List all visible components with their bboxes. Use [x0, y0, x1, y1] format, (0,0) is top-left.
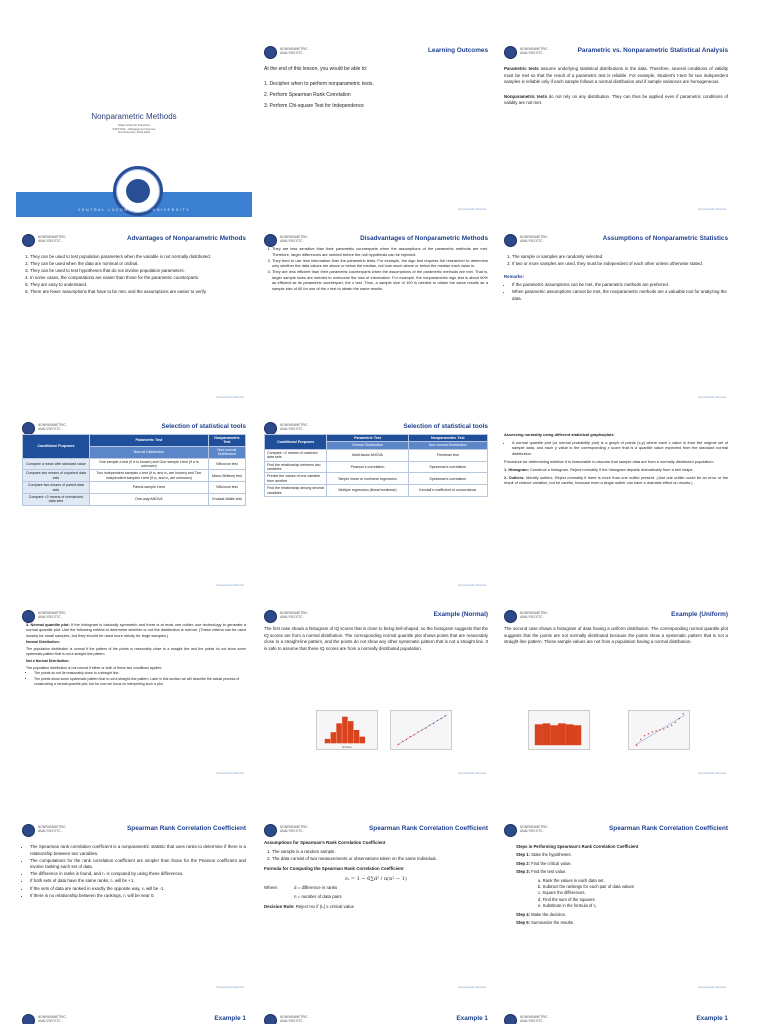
list-item: • If the sets of data are ranked in exactly the opposite way, rₛ will be -1. — [30, 886, 246, 893]
step-item: Step 4: Make the decision. — [516, 911, 567, 917]
list-item: • A normal quantile plot (or normal probability plot) is a graph of points (x,y) where each x value is from the original set of sample data, and each y value is the corresponding z score that is a quantile value expected from the standard normal distribution. — [512, 440, 728, 457]
table-subheader: Normal Distribution — [89, 446, 208, 458]
table-row: Compare two means of unpaired data sets Two independent samples z-test (if σ₁ and σ₂ are known) and Two independent samples t-test (if σ₁ and σ₂ are unknown) Mann-Whitney test — [23, 470, 246, 482]
formula-label: Formula for Computing the Spearman Rank Correlation Coefficient — [264, 866, 404, 872]
quantile-svg — [391, 711, 451, 749]
slide-spearman-steps — [498, 820, 734, 995]
quantile-plot — [628, 710, 690, 750]
slide-title: Spearman Rank Correlation Coefficient — [609, 825, 728, 832]
list-item: • If there is no relationship between the rankings, rₛ will be near 0. — [30, 893, 246, 900]
list-item: 3. They can be used to test hypotheses that do not involve population parameters. — [30, 268, 246, 275]
step-item: Step 1: State the hypotheses. — [516, 852, 572, 858]
sub-step: e. Substitute in the formula of rₛ — [538, 903, 597, 909]
list-item: 1. They are less sensitive than their parametric counterparts when the assumptions of the parametric methods are met. Therefore, larger differences are needed before the null hypothesis can be rejected. — [272, 246, 488, 257]
slide-selection-tools-1 — [16, 418, 252, 593]
decision-rule: Decision Rule: Reject Ho if |rₛ| ≥ critical value — [264, 903, 355, 909]
example-text: The first case shows a histogram of IQ scores that is close to being bell-shaped, so the histogram suggests that the IQ scores are from a normal distribution. The corresponding normal quantile plot shows points that are reasonably close to a straight-line pattern, and the points do not show any other systematic pattern that is not a straight line. It is safe to assume that these IQ scores are from a normally distributed population. — [264, 626, 488, 651]
logo-icon — [504, 46, 517, 59]
slide-title: Example 1 — [214, 1015, 246, 1022]
footer: Nonparametric Methods — [698, 986, 726, 989]
footer: Nonparametric Methods — [458, 584, 486, 587]
list-item: • The computations for the rank correlation coefficient are simpler than those for the Pearson coefficient and involve ranking each set of data. — [30, 858, 246, 871]
slide-title: Disadvantages of Nonparametric Methods — [360, 235, 488, 242]
where-block: Where: d = difference in ranks — [264, 885, 338, 891]
table-header: Nonparametric Test — [408, 435, 487, 442]
university-name: CENTRAL LUZON STATE UNIVERSITY — [77, 208, 191, 212]
slide-title: Spearman Rank Correlation Coefficient — [127, 825, 246, 832]
logo-text: NONPARAMETRIC ANALYSIS ETC. — [38, 825, 66, 833]
slide-title — [16, 42, 252, 217]
steps-heading: Steps in Performing Spearman's Rank Correlation Coefficient — [516, 844, 639, 849]
logo-text: NONPARAMETRIC ANALYSIS ETC. — [280, 1015, 308, 1023]
slide-title: Selection of statistical tools — [403, 423, 488, 430]
logo-text: NONPARAMETRIC ANALYSIS ETC. — [520, 47, 548, 55]
spearman-formula: rₛ = 1 − 6∑d² / n(n² − 1) — [345, 875, 407, 882]
footer: Nonparametric Methods — [216, 396, 244, 399]
slide-normal-quantile — [16, 606, 252, 781]
list-item: 4. In some cases, the computations are easier than those for the parametric counterparts. — [30, 275, 246, 282]
histogram-bar — [354, 730, 360, 743]
table-row: Compare >2 means of matched data sets Multi-factor ANOVA Friedman test — [265, 449, 488, 461]
list-item: • When parametric assumptions cannot be met, the nonparametric methods are a valuable tool for analyzing the data. — [512, 289, 728, 302]
logo-text: NONPARAMETRIC ANALYSIS ETC. — [520, 235, 548, 243]
step-quantile: 3. Normal quantile plot: If the histogram is basically symmetric and there is at most one outlier, use technology to generate a normal quantile plot. Use the following criteria to determine whether or not the distribution is normal. (These criteria can be used loosely for small samples, but they should be used more strictly for large samples.) — [26, 622, 246, 638]
logo-text: NONPARAMETRIC ANALYSIS ETC. — [38, 423, 66, 431]
logo-text: NONPARAMETRIC ANALYSIS ETC. — [520, 825, 548, 833]
table-header: Nonparametric Test — [208, 435, 245, 447]
slide-title: Example 1 — [696, 1015, 728, 1022]
slide-title: Assumptions of Nonparametric Statistics — [602, 235, 728, 242]
footer: Nonparametric Methods — [458, 208, 486, 211]
outcome-2: 2. Perform Spearman Rank Correlation — [264, 92, 351, 98]
list-item: • If the parametric assumptions can be met, the parametric methods are preferred. — [512, 282, 728, 289]
remarks-label: Remarks: — [504, 273, 525, 279]
course: STAT1100 – Management Science — [112, 126, 156, 131]
title-slide-heading: Nonparametric Methods — [91, 112, 177, 121]
histogram-bar — [325, 739, 331, 743]
where-n: n = number of data pairs — [294, 894, 342, 900]
logo-text: NONPARAMETRIC ANALYSIS ETC. — [280, 825, 308, 833]
author: Shiea Grace M. Francisco — [117, 123, 151, 127]
slide-example-1a — [16, 1010, 252, 1024]
section-heading: Assessing normality using different statistical graphs/plots — [504, 432, 614, 437]
slide-title: Example (Normal) — [433, 611, 488, 618]
remarks-list — [504, 282, 728, 302]
para-nonparametric: Nonparametric tests do not rely on any distribution. They can thus be applied even if parametric conditions of validity are not met. — [504, 93, 728, 106]
logo-text: NONPARAMETRIC ANALYSIS ETC. — [520, 611, 548, 619]
slide-example-uniform — [498, 606, 734, 781]
table-header: Parametric Test — [327, 435, 408, 442]
table-row: Compare two means of paired data sets Paired-sample t-test Wilcoxon test — [23, 482, 246, 494]
slide-title: Spearman Rank Correlation Coefficient — [369, 825, 488, 832]
sub-step: d. Find the sum of the squares. — [538, 896, 596, 902]
outcome-3: 3. Perform Chi-square Test for Independence — [264, 103, 364, 109]
logo-text: NONPARAMETRIC ANALYSIS ETC. — [280, 611, 308, 619]
list-item: 6. There are fewer assumptions that have to be met, and the assumptions are easier to verify. — [30, 289, 246, 296]
table-row: Find the relationship between two variables Pearson's correlation Spearman's correlation — [265, 461, 488, 473]
slide-example-1c — [498, 1010, 734, 1024]
table-row: Predict the values of one variable from another Simple linear or nonlinear regression Spearman's correlation — [265, 473, 488, 485]
list-item: 2. They can be used when the data are nominal or ordinal. — [30, 261, 246, 268]
histogram-bar — [360, 737, 366, 744]
footer: Nonparametric Methods — [698, 396, 726, 399]
footer: Nonparametric Methods — [698, 208, 726, 211]
list-item: 2. The data consist of two measurements or observations taken on the same individual. — [272, 856, 488, 863]
quantile-plot — [390, 710, 452, 750]
logo-icon — [504, 610, 517, 623]
slide-learning-outcomes — [258, 42, 494, 217]
histogram-bar — [331, 732, 337, 743]
list-item: 1. They can be used to test population parameters when the variable is not normally distributed. — [30, 254, 246, 261]
assumptions-list — [504, 254, 728, 268]
term: 2nd Semester, 2021-2022 — [117, 130, 151, 135]
histogram-svg — [317, 711, 377, 749]
slide-advantages — [16, 230, 252, 405]
uniform-quantile-svg — [629, 711, 689, 749]
slide-example-normal — [258, 606, 494, 781]
slide-title: Selection of statistical tools — [161, 423, 246, 430]
list-item: • If both sets of data have the same ranks, rₛ will be +1. — [30, 878, 246, 885]
slide-spearman-formula — [258, 820, 494, 995]
normal-label: Normal Distribution: — [26, 640, 60, 645]
sub-step: c. Square the differences. — [538, 890, 586, 896]
logo-text: NONPARAMETRIC ANALYSIS ETC. — [280, 235, 308, 243]
logo-text: NONPARAMETRIC ANALYSIS ETC. — [38, 611, 66, 619]
table-header: Conditions/ Purposes — [265, 435, 327, 450]
logo-icon — [264, 610, 277, 623]
logo-text: NONPARAMETRIC ANALYSIS ETC. — [280, 47, 308, 55]
list-item: • The points show some systematic pattern that is not a straight-line pattern. Later in this section we will describe the actual process of constructing a normal quantile plot, but for now we focus on interpreting such a plot. — [34, 677, 246, 687]
slide-spearman-intro — [16, 820, 252, 995]
slide-title: Example 1 — [456, 1015, 488, 1022]
list-item: 5. They are easy to understand. — [30, 282, 246, 289]
list-item: 2. They tend to use less information than the parametric tests. For example, the sign test requires the researcher to determine only whether the data values are above or below the median, not how much above or below the median each value is. — [272, 258, 488, 269]
slide-parametric-vs — [498, 42, 734, 217]
footer: Nonparametric Methods — [458, 986, 486, 989]
logo-icon — [264, 1014, 277, 1024]
uniform-bars — [535, 723, 581, 745]
quantile-points — [398, 715, 446, 745]
table-row: Find the relationship among several variables Multiple regression (linear/nonlinear) Kendall's coefficient of concordance — [265, 485, 488, 497]
list-item: 2. If two or more samples are used, they must be independent of each other unless otherwise stated. — [512, 261, 728, 268]
histogram-bar — [336, 723, 342, 743]
list-item: 1. The sample is a random sample. — [272, 849, 488, 856]
footer: Nonparametric Methods — [216, 772, 244, 775]
table-header: Parametric Test — [89, 435, 208, 447]
logo-text: NONPARAMETRIC ANALYSIS ETC. — [38, 235, 66, 243]
slide-assumptions — [498, 230, 734, 405]
slide-disadvantages — [258, 230, 494, 405]
step-outliers: 2. Outliers: Identify outliers. Reject normality if there is more than one outlier present. (Just one outlier could be an error or the result of chance variation, but be careful, because even a single outlier can have a dramatic effect on results.) — [504, 474, 728, 486]
outcome-1: 1. Decipher when to perform nonparametric tests. — [264, 81, 374, 87]
advantages-list — [22, 254, 246, 296]
list-item: • The points do not lie reasonably close to a straight line. — [34, 671, 246, 676]
intro: At the end of this lesson, you would be able to: — [264, 66, 368, 72]
slide-assessing-normality — [498, 418, 734, 593]
logo-icon — [264, 46, 277, 59]
histogram-chart — [528, 710, 590, 750]
slide-title: Example (Uniform) — [671, 611, 728, 618]
quantile-points — [636, 713, 684, 746]
sub-step: b. Subtract the rankings for each pair of data values — [538, 884, 634, 890]
disadvantages-list — [264, 246, 488, 291]
not-normal-intro: The population distribution is not normal if either or both of these two conditions applies: — [26, 666, 162, 671]
table-subheader: Non-normal Distribution — [408, 442, 487, 449]
logo-text: NONPARAMETRIC ANALYSIS ETC. — [280, 423, 308, 431]
table-subheader: Normal Distribution — [327, 442, 408, 449]
selection-table — [264, 434, 488, 497]
assumptions-label: Assumptions for Spearman's Rank Correlation Coefficient — [264, 840, 386, 845]
table-header: Conditions/ Purposes — [23, 435, 90, 459]
footer: Nonparametric Methods — [698, 772, 726, 775]
slide-title: Advantages of Nonparametric Methods — [127, 235, 246, 242]
procedure-intro: Procedure for determining whether it is reasonable to assume that sample data are from a normally distributed population: — [504, 459, 714, 465]
logo-icon — [504, 1014, 517, 1024]
step-item: Step 3: Find the test value. — [516, 869, 567, 875]
list-item: 1. The sample or samples are randomly selected. — [512, 254, 728, 261]
logo-icon — [22, 1014, 35, 1024]
list-item: 3. They are less efficient than their parametric counterparts when the assumptions of the parametric methods are met. That is, larger sample sizes are needed to overcome the loss of information. For example, the nonparametric sign test is about 60% as efficient as its parametric counterpart, the z test. Thus, a sample size of 100 is needed to obtain the same results as a sample size of 60 for use of the z test to obtain the same results. — [272, 269, 488, 291]
table-row: Compare >2 means of unmatched data sets One-way ANOVA Kruskal-Wallis test — [23, 494, 246, 506]
slide-title: Parametric vs. Nonparametric Statistical Analysis — [577, 47, 728, 54]
step-item: Step 5: Summarize the results. — [516, 920, 574, 926]
table-row: Compare a mean with standard value One sample z-test (if σ is known) and One sample t-test (if σ is unknown) Wilcoxon test — [23, 458, 246, 470]
example-text: The second case shows a histogram of data having a uniform distribution. The corresponding normal quantile plot suggests that the points are not normally distributed because the points show a systematic pattern that is not a straight-line pattern. These sample values are not from a population having a normal distribution. — [504, 626, 728, 645]
slide-selection-tools-2 — [258, 418, 494, 593]
step-item: Step 2: Find the critical value. — [516, 860, 572, 866]
list-item: • The Spearman rank correlation coefficient is a nonparametric statistic that uses ranks to determine if there is a relationship between two variables. — [30, 844, 246, 857]
list-item: • The difference in ranks is found, and rₛ is computed by using these differences. — [30, 871, 246, 878]
histogram-axis-label: IQ Score — [342, 746, 352, 749]
table-subheader: Non-normal Distribution — [208, 446, 245, 458]
slide-title: Learning Outcomes — [427, 47, 488, 54]
logo-text: NONPARAMETRIC ANALYSIS ETC. — [520, 1015, 548, 1023]
logo-text: NONPARAMETRIC ANALYSIS ETC. — [38, 1015, 66, 1023]
logo-icon — [22, 234, 35, 247]
logo-icon — [22, 824, 35, 837]
spearman-list — [22, 844, 246, 899]
histogram-bar — [348, 721, 354, 743]
histogram-bar — [342, 717, 348, 744]
uniform-histogram-svg — [529, 711, 589, 749]
footer: Nonparametric Methods — [216, 986, 244, 989]
slide-example-1b — [258, 1010, 494, 1024]
step-histogram: 1. Histogram: Construct a histogram. Reject normality if the histogram departs dramatically from a bell shape. — [504, 466, 694, 472]
not-normal-label: Not a Normal Distribution: — [26, 659, 70, 664]
footer: Nonparametric Methods — [458, 772, 486, 775]
logo-icon — [264, 824, 277, 837]
histogram-chart — [316, 710, 378, 750]
logo-icon — [504, 234, 517, 247]
selection-table — [22, 434, 246, 506]
para-parametric: Parametric tests assume underlying statistical distributions in the data. Therefore, several conditions of validity must be met so that the result of a parametric test is reliable. For example, Student's t-test for two independent samples is reliable only if each sample follows a normal distribution and if sample variances are homogeneous. — [504, 66, 728, 85]
logo-icon — [504, 824, 517, 837]
sub-step: a. Rank the values in each data set. — [538, 877, 605, 883]
footer: Nonparametric Methods — [216, 584, 244, 587]
normal-text: The population distribution is normal if the pattern of the points is reasonably close to a straight line and the points do not show some systematic pattern that is not a straight-line pattern. — [26, 647, 246, 657]
title-slide-meta — [16, 124, 252, 135]
